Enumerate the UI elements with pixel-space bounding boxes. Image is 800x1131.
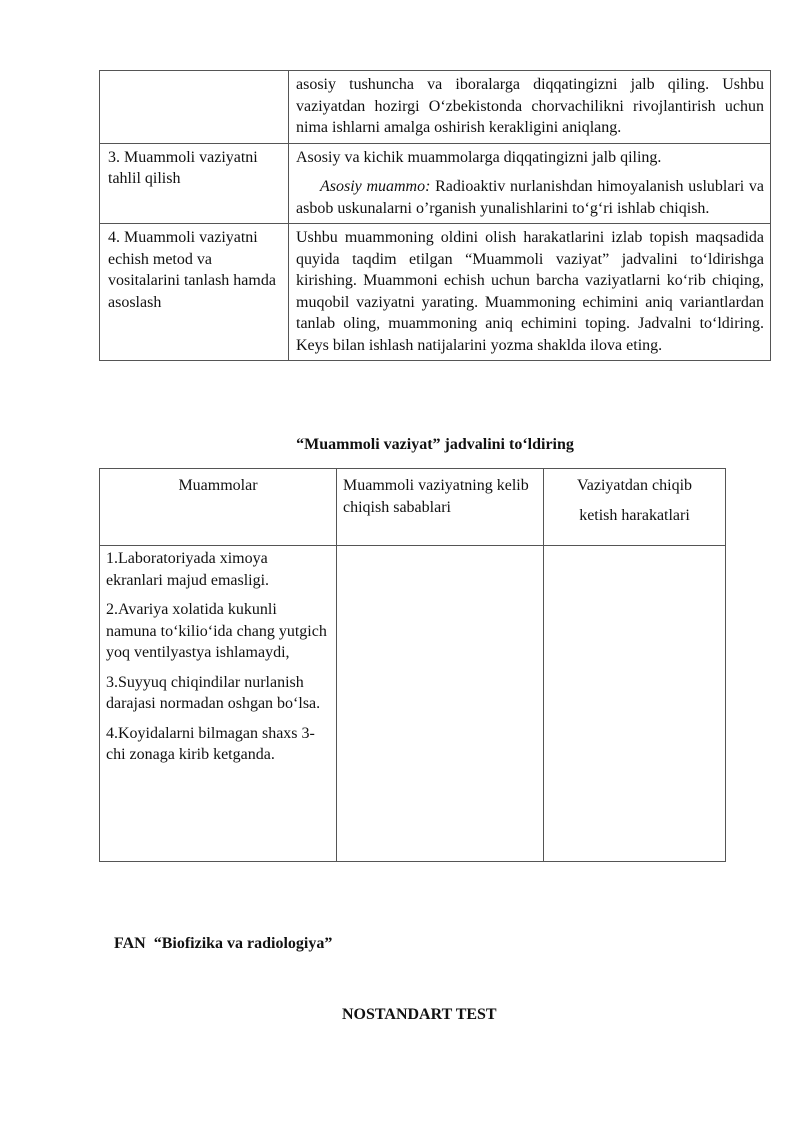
table-row	[100, 71, 771, 144]
step-description: asosiy tushuncha va iboralarga diqqatingizni jalb qiling. Ushbu vaziyatdan hozirgi O‘zbekistonda chorvachilikni rivojlantirish uchun nima ishlarni amalga oshirish kerakligini aniqlang.	[296, 76, 764, 136]
problem-item: 2.Avariya xolatida kukunli namuna to‘kilio‘ida chang yutgich yoq ventilyastya ishlamaydi,	[106, 601, 327, 661]
step-label-cell	[100, 71, 289, 144]
table-row	[100, 546, 726, 862]
main-problem-paragraph	[296, 176, 764, 219]
causes-cell-empty[interactable]	[337, 546, 544, 862]
header-actions	[544, 469, 726, 546]
step-label-cell: 4. Muammoli vaziyatni echish metod va vositalarini tanlash hamda asoslash	[100, 224, 289, 361]
problem-item: 3.Suyyuq chiqindilar nurlanish darajasi normadan oshgan bo‘lsa.	[106, 673, 321, 712]
problem-situation-table	[99, 468, 726, 862]
test-title: NOSTANDART TEST	[342, 1006, 497, 1023]
table-header-row	[100, 469, 726, 546]
table-row	[100, 143, 771, 224]
problem-item: 4.Koyidalarni bilmagan shaxs 3-chi zonaga kirib ketganda.	[106, 724, 315, 763]
step-description-cell	[289, 71, 771, 144]
main-problem-label: Asosiy muammo:	[320, 178, 431, 195]
header-causes: Muammoli vaziyatning kelib chiqish sabablari	[337, 469, 544, 546]
step-description: Ushbu muammoning oldini olish harakatlarini izlab topish maqsadida quyida taqdim etilgan “Muammoli vaziyat” jadvalini to‘ldirishga kirishing. Muammoni echish uchun barcha vaziyatlarni ko‘rib chiqing, muqobil vaziyatni yarating. Muammoning echimini aniq variantlardan tanlab oling, muammoning aniq echimini toping. Jadvalni to‘ldiring. Keys bilan ishlash natijalarini yozma shaklda ilova eting.	[296, 229, 764, 354]
header-actions-line1: Vaziyatdan chiqib	[576, 477, 693, 494]
step-description-cell	[289, 224, 771, 361]
header-problems: Muammolar	[100, 469, 337, 546]
instructions-table	[99, 70, 771, 361]
table-row	[100, 224, 771, 361]
step-description-cell	[289, 143, 771, 224]
subject-title: FAN “Biofizika va radiologiya”	[114, 935, 333, 952]
actions-cell-empty[interactable]	[544, 546, 726, 862]
problem-item: 1.Laboratoriyada ximoya ekranlari majud emasligi.	[106, 550, 270, 589]
problems-cell	[100, 546, 337, 862]
step-description: Asosiy va kichik muammolarga diqqatingizni jalb qiling.	[296, 148, 662, 166]
table-caption: “Muammoli vaziyat” jadvalini to‘ldiring	[296, 436, 574, 453]
header-actions-line2: ketish harakatlari	[579, 506, 690, 524]
step-label-cell: 3. Muammoli vaziyatni tahlil qilish	[100, 143, 289, 224]
main-problem-text: Radioaktiv nurlanishdan himoyalanish uslublari va asbob uskunalarni o’rganish yunalishlarini to‘g‘ri ishlab chiqish.	[296, 178, 765, 217]
